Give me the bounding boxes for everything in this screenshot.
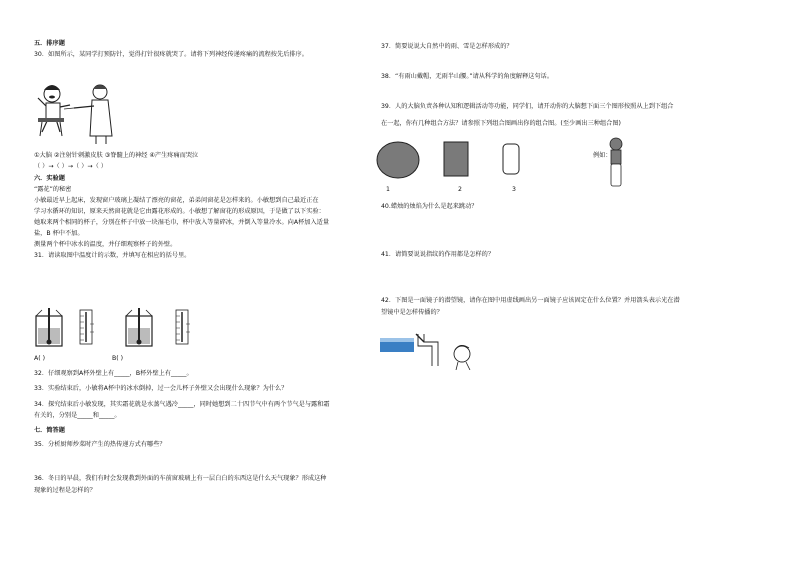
experiment-paragraph-line: 小敏最近早上起床，发现窗户玻璃上凝结了漂亮的窗花，弟弟问窗花是怎样来的。小敏想到自己最近正在 [34, 197, 319, 204]
thermometer-scale-a-icon [80, 310, 94, 344]
cup-a-icon [36, 308, 62, 346]
shape-number-2: 2 [458, 186, 462, 193]
shape-number-3: 3 [512, 186, 516, 193]
section-5-heading: 五．排序题 [34, 40, 65, 47]
question-30: 30．如图所示，某同学打预防针，觉得打针很疼就哭了。请将下列神经传递疼痛的流程按先后排序。 [34, 51, 308, 58]
question-32: 32．仔细观察到A杯外壁上有_____，B杯外壁上有_____。 [34, 370, 193, 377]
shapes-illustration [376, 136, 636, 198]
answer-label-a[interactable]: A( ) [34, 355, 46, 362]
periscope-illustration [378, 328, 488, 370]
question-39-line-1: 39．人的大脑负责各种认知和逻辑活动等功能，同学们，请开动你的大脑想下面三个图形按照从上到下组合 [381, 103, 674, 110]
section-6-heading: 六．实验题 [34, 175, 65, 182]
question-36-line-1: 36．冬日的早晨，我们有时会发现教到外面的车前窗玻璃上有一层白白的东西这是什么天气现象？形成这种 [34, 475, 327, 482]
question-37: 37．简要说说大自然中的雨、雪是怎样形成的？ [381, 43, 513, 50]
question-39-line-2: 在一起，你有几种组合方法？请参照下列组合图画出你的组合图。(至少画出三种组合图) [381, 120, 621, 127]
question-38: 38．“有雨山戴帽，无雨半山腰。”请从科学的角度解释这句话。 [381, 73, 554, 80]
shape-number-1: 1 [386, 186, 390, 193]
question-34-line-2: 有关的，分别是_____和_____。 [34, 412, 121, 419]
thermometer-scale-b-icon [176, 310, 190, 344]
injection-illustration [34, 78, 130, 148]
mirror-icon [416, 334, 424, 342]
white-rounded-rect-shape [503, 144, 519, 174]
experiment-paragraph-line: 测量两个杯中冰水的温度，并仔细观察杯子的外壁。 [34, 241, 177, 248]
experiment-paragraph-line: 她取来两个相同的杯子，分别在杯子中放一块湿毛巾，杯中放入等量碎冰，并倒入等量冷水。向A杯加入适量 [34, 219, 330, 226]
section-7-heading: 七．简答题 [34, 427, 65, 434]
question-30-blanks[interactable]: （ ）→（ ）→（ ）→（ ） [34, 163, 107, 170]
experiment-paragraph-line: 学习水循环的知识，原来天然窗花就是它由露花形成的。小敏想了解窗花的形成原因，于是做了以下实验： [34, 208, 325, 215]
gray-square-shape [444, 142, 468, 176]
question-30-options: ①大脑 ②注射针刺激皮肤 ③脊髓上的神经 ④产生疼痛而哭泣 [34, 152, 199, 159]
cup-b-icon [126, 308, 152, 346]
question-40: 40.蜡烛的烛焰为什么是起来跳动？ [381, 203, 478, 210]
example-combination-icon [610, 138, 622, 186]
question-35: 35．分析厨师炒菜时产生的热传递方式有哪些？ [34, 441, 166, 448]
answer-label-b[interactable]: B( ) [112, 355, 124, 362]
question-42-line-1: 42．下图是一面镜子的潜望镜，请你在图中用虚线画出另一面镜子应该固定在什么位置？并用箭头表示光在潜 [381, 297, 680, 304]
example-label: 例如： [593, 152, 612, 159]
question-33: 33．实验结束后，小敏将A杯中的冰水倒掉，过一会儿杯子外壁又会出现什么现象？为什么？ [34, 385, 288, 392]
gray-circle-shape [377, 142, 419, 178]
question-41: 41．请简要说说指纹的作用都是怎样的？ [381, 251, 495, 258]
question-31: 31．请读取图中温度计的示数，并填写在相应的括号里。 [34, 252, 191, 259]
experiment-paragraph-line: 盐，B 杯中不加。 [34, 230, 84, 237]
question-34-line-1: 34．探究结束后小敏发现，其实霜花就是水蒸气遇冷_____，同时她想到二十四节气中有两个节气是与露和霜 [34, 401, 330, 408]
observer-head-icon [454, 345, 470, 370]
thermometer-cups-illustration [34, 306, 214, 350]
experiment-title: “露花”的秘密 [34, 186, 72, 193]
question-36-line-2: 现象的过程是怎样的？ [34, 487, 96, 494]
question-42-line-2: 望镜中是怎样传播的？ [381, 309, 443, 316]
